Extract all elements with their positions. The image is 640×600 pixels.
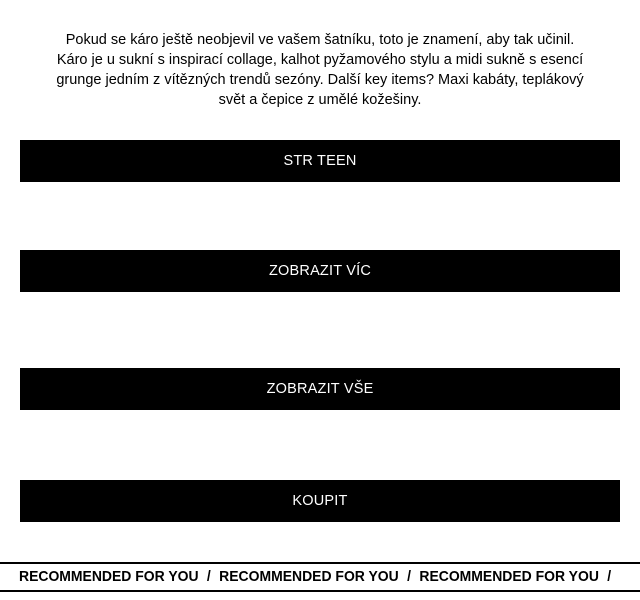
str-teen-button[interactable]: STR TEEN <box>20 140 620 182</box>
marquee-item: RECOMMENDED FOR YOU <box>19 568 199 585</box>
marquee-separator: / <box>607 568 612 585</box>
marquee-item: RECOMMENDED FOR YOU <box>219 568 399 585</box>
buy-button[interactable]: KOUPIT <box>20 480 620 522</box>
marquee-item: RECOMMENDED FOR YOU <box>419 568 599 585</box>
intro-line-4: svět a čepice z umělé kožešiny. <box>218 92 422 108</box>
marquee-track <box>19 564 620 590</box>
marquee-separator: / <box>206 568 211 585</box>
intro-paragraph <box>50 30 590 110</box>
recommended-marquee <box>0 562 640 592</box>
show-all-button[interactable]: ZOBRAZIT VŠE <box>20 368 620 410</box>
marquee-separator: / <box>407 568 411 585</box>
intro-line-3: grunge jedním z vítězných trendů sezóny. Další key items? Maxi kabáty, teplákový <box>56 72 584 88</box>
show-more-button[interactable]: ZOBRAZIT VÍC <box>20 250 620 292</box>
intro-line-2: Káro je u sukní s inspirací collage, kalhot pyžamového stylu a midi sukně s esencí <box>56 52 584 68</box>
intro-line-1: Pokud se káro ještě neobjevil ve vašem šatníku, toto je znamení, aby tak učinil. <box>65 32 575 48</box>
